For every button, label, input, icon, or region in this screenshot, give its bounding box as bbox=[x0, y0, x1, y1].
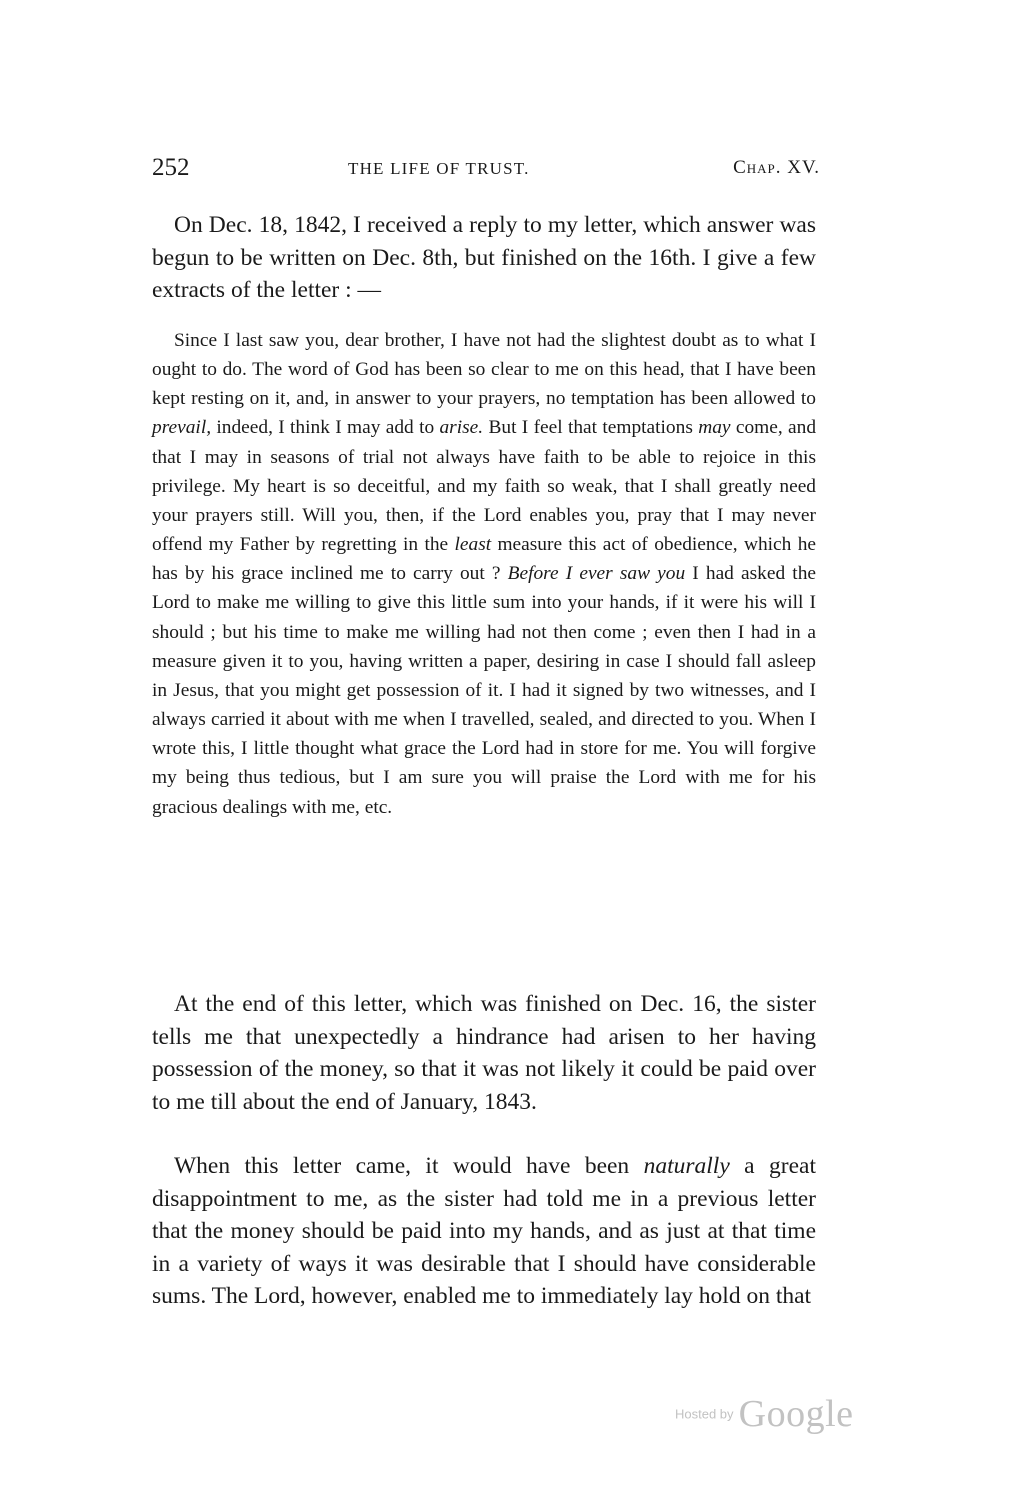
quote-emphasis: arise. bbox=[439, 417, 484, 439]
quote-emphasis: Before I ever saw you bbox=[507, 563, 686, 585]
paragraph-text: a great disappointment to me, as the sister had told me in a previous letter that the money should be paid into my hands, and as just at that time in a variety of ways it was desirable that I should have considerable sums. The Lord, however, enabled me to immediately lay hold on that bbox=[152, 1153, 816, 1309]
quote-text: measure this act of obedience, which he has by his grace inclined me to carry out ? bbox=[152, 534, 817, 585]
paragraph-hindrance: At the end of this letter, which was finished on Dec. 16, the sister tells me that unexpectedly a hindrance had arisen to her having possession of the money, so that it was not likely it could be paid over to me till about the end of January, 1843. bbox=[152, 991, 816, 1115]
running-title: THE LIFE OF TRUST. bbox=[348, 159, 530, 178]
quote-text: come, and that I may in seasons of trial not always have faith to be able to rejoice in this privilege. My heart is so deceitful, and my faith so weak, that I shall greatly need your prayers still. Will you, then, if the Lord enables you, pray that I may never offend my Father by regretting in the bbox=[152, 417, 817, 556]
paragraph-emphasis: naturally bbox=[643, 1153, 730, 1179]
hosted-by-google-watermark bbox=[675, 1392, 854, 1436]
google-logo: Google bbox=[738, 1393, 854, 1435]
quote-emphasis: prevail, bbox=[152, 417, 212, 439]
chapter-reference: Chap. XV. bbox=[733, 157, 820, 178]
quote-text: Since I last saw you, dear brother, I have not had the slightest doubt as to what I ought to do. The word of God has been so clear to me on this head, that I have been kept resting on it, and, in answer to your prayers, no temptation has been allowed to bbox=[152, 330, 816, 410]
paragraph-disappointment bbox=[152, 1150, 816, 1313]
quote-emphasis: may bbox=[698, 417, 731, 439]
paragraph-intro: On Dec. 18, 1842, I received a reply to my letter, which answer was begun to be written on Dec. 8th, but finished on the 16th. I give a few extracts of the letter : — bbox=[152, 212, 816, 303]
quote-text: I had asked the Lord to make me willing to give this little sum into your hands, if it were his will I should ; but his time to make me willing had not then come ; even then I had in a measure given it to you, having written a paper, desiring in case I should fall asleep in Jesus, that you might get possession of it. I had it signed by two witnesses, and I always carried it about with me when I travelled, sealed, and directed to you. When I wrote this, I little thought what grace the Lord had in store for me. You will forgive my being thus tedious, but I am sure you will praise the Lord with me for his gracious dealings with me, etc. bbox=[152, 563, 816, 818]
paragraph-text: When this letter came, it would have been bbox=[174, 1153, 644, 1179]
running-header bbox=[152, 154, 820, 188]
watermark-hosted-by: Hosted by bbox=[675, 1406, 734, 1422]
quote-text: But I feel that temptations bbox=[483, 417, 699, 439]
quote-text: indeed, I think I may add to bbox=[211, 417, 440, 439]
page-number: 252 bbox=[152, 154, 190, 181]
letter-extract bbox=[152, 326, 816, 822]
quote-emphasis: least bbox=[454, 534, 492, 556]
